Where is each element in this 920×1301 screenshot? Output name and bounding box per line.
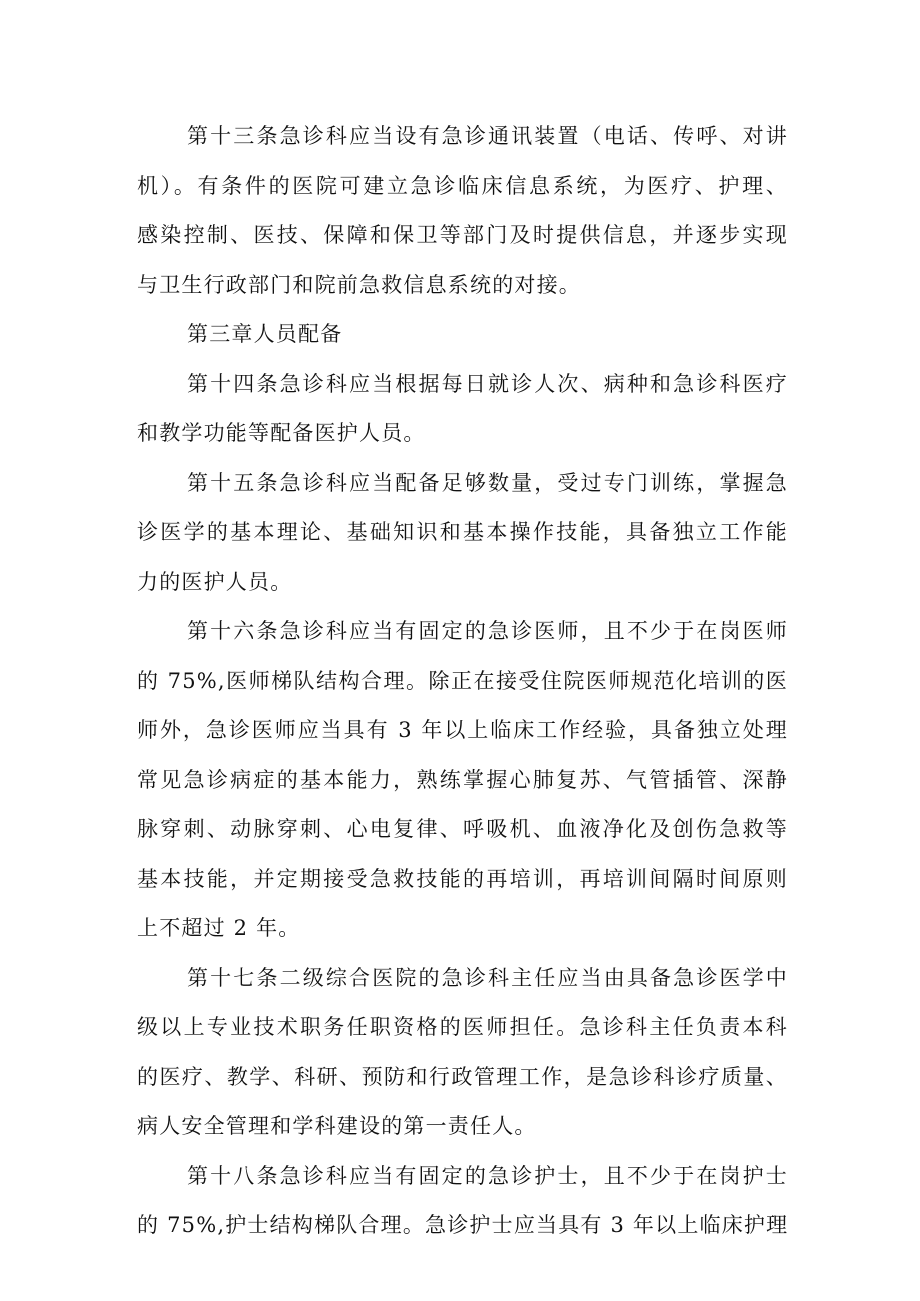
- paragraph-article-18: [137, 1152, 788, 1251]
- text-line: 脉穿刺、动脉穿刺、心电复律、呼吸机、血液净化及创伤急救等: [137, 817, 788, 841]
- paragraph-article-17: [137, 954, 788, 1152]
- text-line: 师外，急诊医师应当具有 3 年以上临床工作经验，具备独立处理: [137, 718, 788, 742]
- text-line: 力的医护人员。: [137, 569, 293, 594]
- paragraph-article-13: [137, 112, 788, 310]
- text-line: 的医疗、教学、科研、预防和行政管理工作，是急诊科诊疗质量、: [137, 1064, 788, 1089]
- text-line: 基本技能，并定期接受急救技能的再培训，再培训间隔时间原则: [137, 866, 788, 891]
- text-line: 诊医学的基本理论、基础知识和基本操作技能，具备独立工作能: [137, 520, 788, 544]
- text-line: 的 75%,医师梯队结构合理。除正在接受住院医师规范化培训的医: [137, 668, 788, 693]
- paragraph-article-15: [137, 459, 788, 608]
- text-line: 第十四条急诊科应当根据每日就诊人次、病种和急诊科医疗: [187, 371, 788, 396]
- text-line: 与卫生行政部门和院前急救信息系统的对接。: [137, 272, 581, 297]
- chapter-heading: [137, 310, 788, 360]
- text-line: 的 75%,护士结构梯队合理。急诊护士应当具有 3 年以上临床护理: [137, 1213, 789, 1237]
- document-body: [137, 112, 788, 1251]
- text-line: 感染控制、医技、保障和保卫等部门及时提供信息，并逐步实现: [137, 223, 788, 247]
- text-line: 常见急诊病症的基本能力，熟练掌握心肺复苏、气管插管、深静: [137, 767, 788, 792]
- paragraph-article-14: [137, 360, 788, 459]
- text-line: 病人安全管理和学科建设的第一责任人。: [137, 1114, 537, 1138]
- text-line: 第十五条急诊科应当配备足够数量，受过专门训练，掌握急: [187, 470, 788, 495]
- paragraph-article-16: [137, 607, 788, 954]
- text-line: 第三章人员配备: [187, 322, 343, 346]
- text-line: 上不超过 2 年。: [137, 916, 301, 940]
- text-line: 和教学功能等配备医护人员。: [137, 421, 426, 445]
- text-line: 级以上专业技术职务任职资格的医师担任。急诊科主任负责本科: [137, 1015, 788, 1039]
- text-line: 第十七条二级综合医院的急诊科主任应当由具备急诊医学中: [187, 965, 788, 990]
- text-line: 机）。有条件的医院可建立急诊临床信息系统，为医疗、护理、: [137, 173, 788, 198]
- text-line: 第十三条急诊科应当设有急诊通讯装置（电话、传呼、对讲: [187, 124, 788, 148]
- text-line: 第十八条急诊科应当有固定的急诊护士，且不少于在岗护士: [187, 1163, 788, 1188]
- text-line: 第十六条急诊科应当有固定的急诊医师，且不少于在岗医师: [187, 619, 788, 643]
